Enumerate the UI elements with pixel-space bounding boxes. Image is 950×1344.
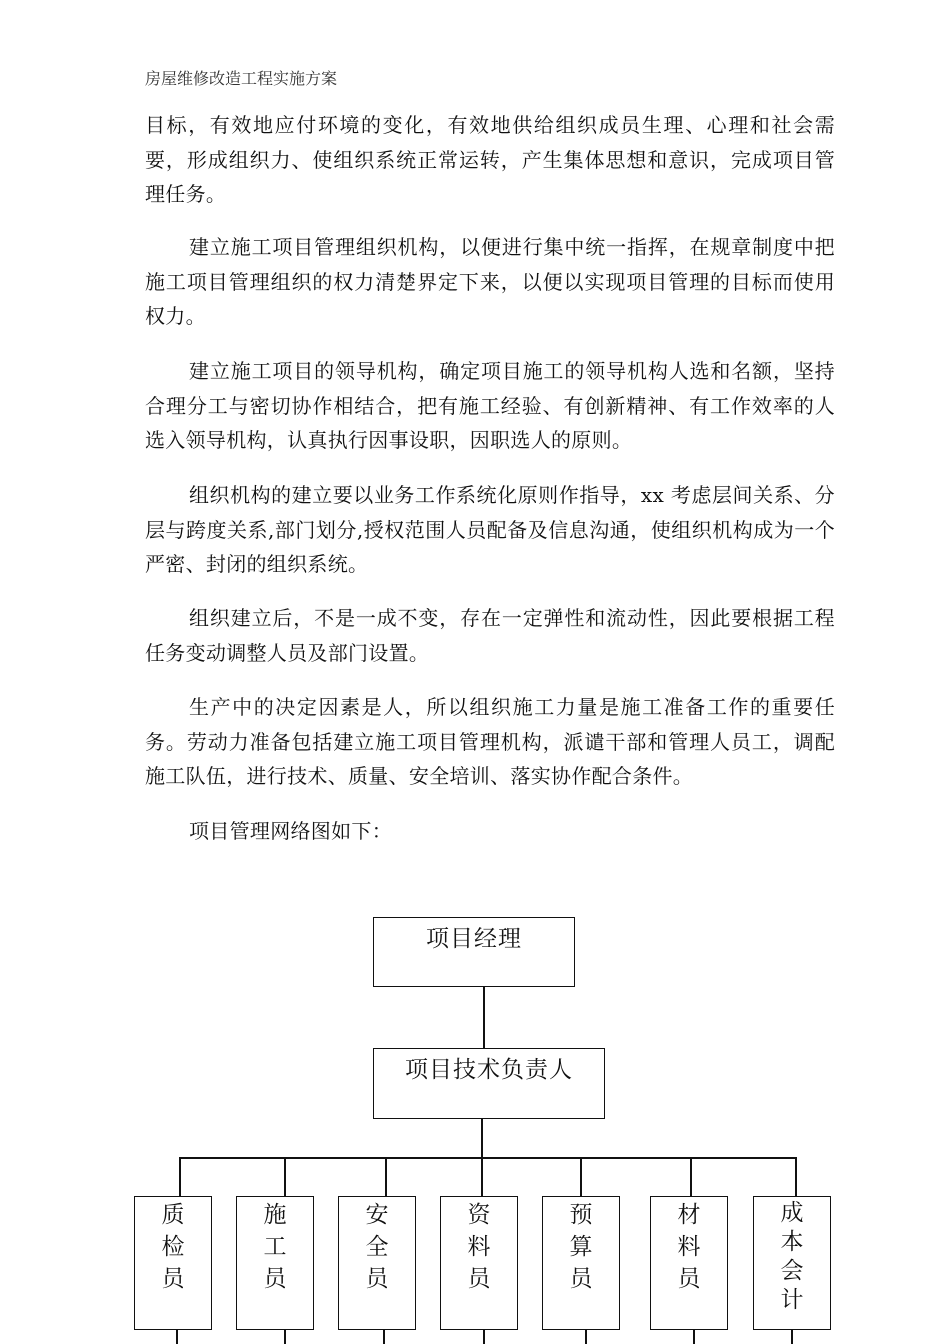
paragraph-4: 组织机构的建立要以业务工作系统化原则作指导，xx 考虑层间关系、分层与跨度关系,部门划分,授权范围人员配备及信息沟通，使组织机构成为一个严密、封闭的组织系统。	[145, 483, 835, 576]
connector-line	[284, 1329, 286, 1344]
org-node-member	[440, 1196, 518, 1330]
document-header: 房屋维修改造工程实施方案	[145, 69, 338, 88]
connector-line	[690, 1157, 692, 1197]
paragraph-1: 目标，有效地应付环境的变化，有效地供给组织成员生理、心理和社会需要，形成组织力、使组织系统正常运转，产生集体思想和意识，完成项目管理任务。	[145, 113, 835, 206]
connector-bus-line	[179, 1157, 797, 1159]
connector-line	[483, 986, 485, 1049]
paragraph-2: 建立施工项目管理组织机构，以便进行集中统一指挥，在规章制度中把施工项目管理组织的权力清楚界定下来，以便以实现项目管理的目标而使用权力。	[145, 235, 835, 328]
org-node-member	[650, 1196, 728, 1330]
connector-line	[791, 1329, 793, 1344]
org-node-member	[753, 1196, 831, 1330]
connector-line	[383, 1329, 385, 1344]
paragraph-5: 组织建立后，不是一成不变，存在一定弹性和流动性，因此要根据工程任务变动调整人员及部门设置。	[145, 606, 835, 665]
connector-line	[284, 1157, 286, 1197]
connector-line	[481, 1118, 483, 1158]
paragraph-3: 建立施工项目的领导机构，确定项目施工的领导机构人选和名额，坚持合理分工与密切协作相结合，把有施工经验、有创新精神、有工作效率的人选入领导机构，认真执行因事设职，因职选人的原则。	[145, 359, 835, 452]
org-node-project-manager: 项目经理	[373, 917, 575, 987]
org-node-label: 成本会计	[780, 1200, 804, 1313]
connector-line	[693, 1329, 695, 1344]
org-node-label: 施工员	[263, 1202, 287, 1292]
org-node-label: 安全员	[365, 1202, 389, 1292]
paragraph-7: 项目管理网络图如下：	[189, 819, 392, 843]
org-node-label: 质检员	[161, 1202, 185, 1292]
connector-line	[580, 1157, 582, 1197]
connector-line	[179, 1157, 181, 1197]
connector-line	[481, 1157, 483, 1197]
org-node-member	[134, 1196, 212, 1330]
org-node-label: 资料员	[467, 1202, 491, 1292]
connector-line	[483, 1329, 485, 1344]
connector-line	[585, 1329, 587, 1344]
connector-line	[795, 1157, 797, 1197]
org-node-label: 预算员	[569, 1202, 593, 1292]
org-node-member	[542, 1196, 620, 1330]
connector-line	[176, 1329, 178, 1344]
org-node-label: 材料员	[677, 1202, 701, 1292]
connector-line	[385, 1157, 387, 1197]
org-node-member	[236, 1196, 314, 1330]
paragraph-6: 生产中的决定因素是人，所以组织施工力量是施工准备工作的重要任务。劳动力准备包括建立施工项目管理机构，派谴干部和管理人员工，调配施工队伍，进行技术、质量、安全培训、落实协作配合条件。	[145, 695, 835, 788]
org-node-technical-lead: 项目技术负责人	[373, 1048, 605, 1119]
org-node-member	[338, 1196, 416, 1330]
